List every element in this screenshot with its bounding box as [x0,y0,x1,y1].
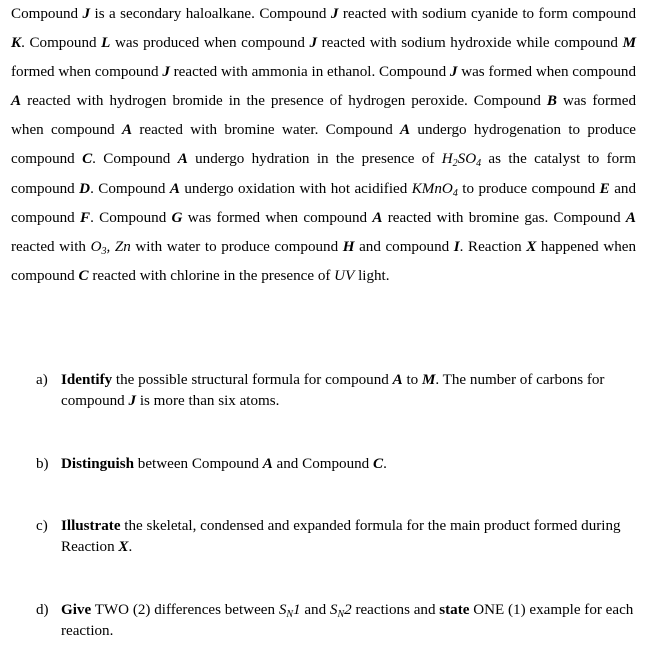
compound-label: G [171,209,183,226]
compound-label: A [177,151,188,168]
text-run: Compound [11,6,83,22]
compound-label: C [78,267,89,284]
text-run: happened when compound [11,238,637,284]
text-run: reacted with [11,238,91,255]
math-term [344,602,352,618]
text-run: was formed when compound [457,64,637,81]
text-run: the skeletal, condensed and expanded formula for the main product formed during Reaction [61,518,621,555]
question-c [36,516,636,557]
text-run: undergo hydrogenation to produce compound [11,122,636,168]
question-a [36,370,636,411]
math-symbol: SO [457,151,477,168]
text-run: . Compound [21,35,102,52]
compound-label: A [122,122,133,139]
command-word: Identify [61,372,113,388]
text-run: . Reaction [459,238,527,255]
compound-label: J [309,35,318,52]
text-run: with water to produce compound [130,238,343,255]
compound-label: J [128,392,137,409]
compound-label: A [372,209,383,226]
text-run: . Compound [90,209,172,226]
compound-label: J [82,6,91,22]
text-run: was formed when compound [11,93,636,139]
compound-label: F [80,209,91,226]
text-run: is a secondary haloalkane. Compound [90,6,331,22]
text-run: reacted with hydrogen bromide in the presence of hydrogen peroxide. Compound [21,93,547,110]
text-run: to produce compound [457,180,600,197]
question-b [36,454,636,475]
math-term [293,602,301,618]
math-symbol: UV [334,267,355,284]
compound-label: J [162,64,170,81]
math-subscript: 3 [101,245,107,257]
compound-label: M [622,35,636,52]
math-term [279,602,293,618]
reaction-label: X [526,238,537,255]
math-symbol: S [278,602,287,618]
compound-label: J [449,64,458,81]
compound-label: A [262,456,273,472]
question-label: b) [36,456,49,472]
compound-label: D [79,180,91,197]
compound-label: A [625,209,636,226]
math-symbol: S [329,602,338,618]
text-run: reacted with ammonia in ethanol. Compound [169,64,450,81]
text-run: reacted with chlorine in the presence of [88,267,335,284]
compound-label: B [546,93,557,110]
text-run: to [402,372,422,388]
math-subscript: 2 [452,158,458,170]
compound-label: L [101,35,111,52]
compound-label: K [11,35,22,52]
math-subscript: 4 [476,158,482,170]
text-run: is more than six atoms. [136,392,280,409]
compound-label: C [372,456,384,472]
math-term [457,151,482,170]
question-label: c) [36,518,48,534]
math-term [334,268,354,284]
problem-statement [11,0,636,291]
compound-label: A [400,122,411,139]
compound-label: M [421,372,436,388]
question-text [61,454,636,475]
text-run: and Compound [272,456,373,472]
text-run: . [128,538,133,555]
text-run: between Compound [134,456,263,472]
math-subscript: 4 [452,187,458,199]
compound-label: H [342,238,355,255]
text-run: was produced when compound [110,35,310,52]
math-symbol: 1 [293,602,301,618]
math-symbol: , Zn [106,238,131,255]
text-run: reacted with bromine water. Compound [132,122,401,139]
compound-label: A [169,180,180,197]
text-run: and compound [11,180,636,226]
compound-label: A [392,372,403,388]
command-word: Give [61,602,92,618]
text-run: undergo oxidation with hot acidified [179,180,412,197]
math-term [441,151,458,170]
text-run: TWO (2) differences between [91,602,279,618]
compound-label: I [453,238,460,255]
text-run: reacted with bromine gas. Compound [382,209,626,226]
text-run: reacted with sodium cyanide to form compound [338,6,637,22]
text-run: light. [354,267,390,284]
question-label: d) [36,602,49,618]
text-run: and compound [354,238,454,255]
math-term [91,239,107,255]
text-run: . Compound [90,180,170,197]
compound-label: J [330,6,339,22]
text-run: ONE (1) example for each reaction. [61,602,634,639]
question-d [36,600,636,641]
command-word: Distinguish [61,456,134,472]
text-run: reacted with sodium hydroxide while compound [317,35,623,52]
math-subscript: N [337,609,345,620]
compound-label: A [11,93,22,110]
reaction-label: X [118,538,129,555]
math-symbol: O [90,238,102,255]
math-term [106,239,130,255]
text-run: reactions and [351,602,440,618]
math-symbol: 2 [344,602,352,618]
text-run: and [300,602,330,618]
question-text [61,516,636,557]
math-symbol: H [441,151,453,168]
text-run: . The number of carbons for compound [61,372,605,409]
math-term [330,602,344,618]
question-text [61,600,636,641]
question-label: a) [36,372,48,388]
text-run: was formed when compound [182,209,373,226]
math-symbol: KMnO [411,180,453,197]
text-run: as the catalyst to form compound [11,151,636,197]
text-run: the possible structural formula for compound [112,372,393,388]
text-run: . [383,456,387,472]
compound-label: E [599,180,610,197]
text-run: undergo hydration in the presence of [187,151,442,168]
text-run: formed when compound [11,64,163,81]
command-word: state [439,602,470,618]
math-subscript: N [286,609,294,620]
math-term [412,181,458,197]
text-run: . Compound [92,151,178,168]
question-text [61,370,636,411]
compound-label: C [82,151,93,168]
command-word: Illustrate [61,518,121,534]
